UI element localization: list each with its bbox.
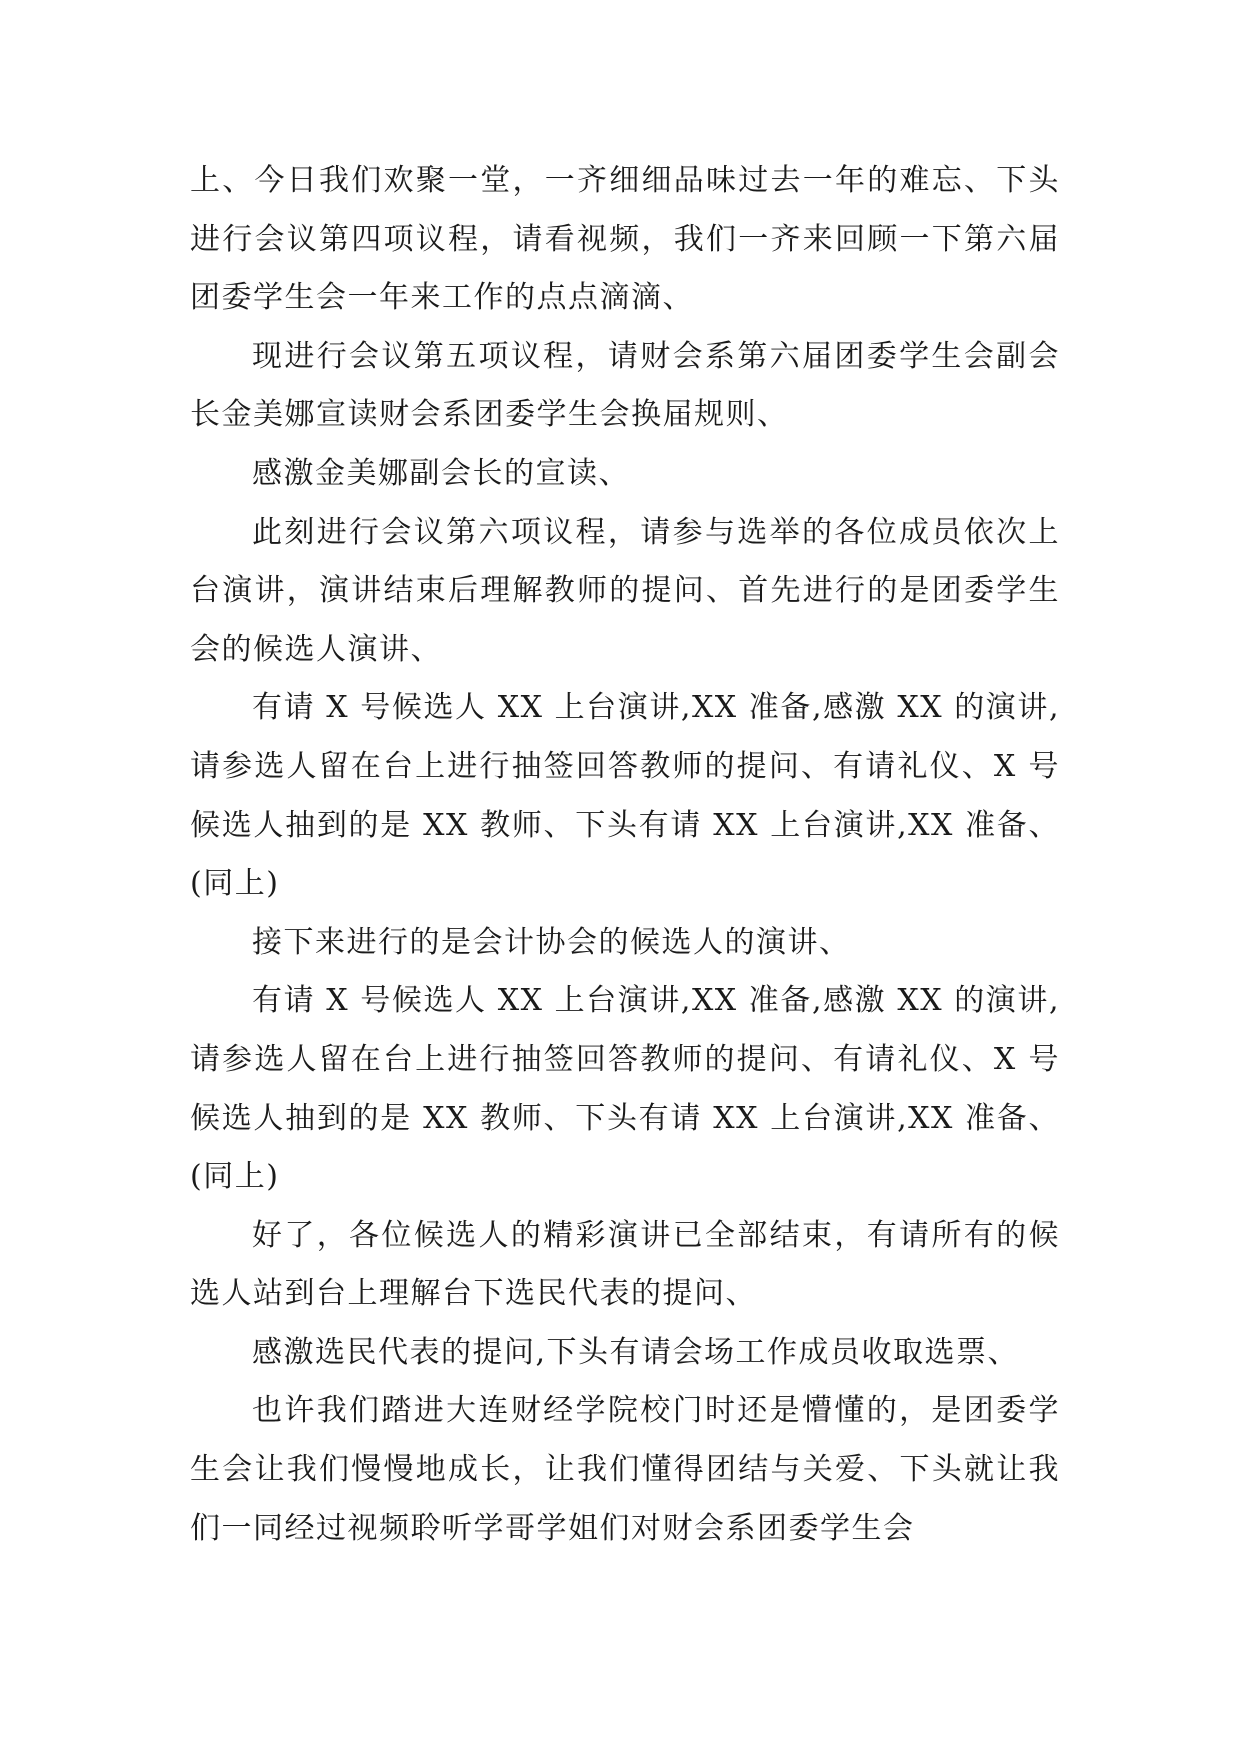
paragraph-4: 此刻进行会议第六项议程，请参与选举的各位成员依次上台演讲，演讲结束后理解教师的提问、首先进行的是团委学生会的候选人演讲、 xyxy=(190,514,1060,667)
paragraph-2: 现进行会议第五项议程，请财会系第六届团委学生会副会长金美娜宣读财会系团委学生会换届规则、 xyxy=(190,338,1060,433)
paragraph-6: 接下来进行的是会计协会的候选人的演讲、 xyxy=(252,924,851,960)
paragraph-3: 感激金美娜副会长的宣读、 xyxy=(252,455,630,491)
paragraph-10: 也许我们踏进大连财经学院校门时还是懵懂的，是团委学生会让我们慢慢地成长，让我们懂得团结与关爱、下头就让我们一同经过视频聆听学哥学姐们对财会系团委学生会 xyxy=(190,1393,1060,1546)
paragraph-5: 有请 X 号候选人 XX 上台演讲,XX 准备,感激 XX 的演讲,请参选人留在台上进行抽签回答教师的提问、有请礼仪、X 号候选人抽到的是 XX 教师、下头有请 XX 上台演讲,XX 准备、(同上) xyxy=(190,690,1060,902)
paragraph-9: 感激选民代表的提问,下头有请会场工作成员收取选票、 xyxy=(252,1334,1020,1370)
paragraph-1: 上、今日我们欢聚一堂，一齐细细品味过去一年的难忘、下头进行会议第四项议程，请看视频，我们一齐来回顾一下第六届团委学生会一年来工作的点点滴滴、 xyxy=(190,163,1060,316)
paragraph-8: 好了，各位候选人的精彩演讲已全部结束，有请所有的候选人站到台上理解台下选民代表的提问、 xyxy=(190,1217,1060,1312)
paragraph-7: 有请 X 号候选人 XX 上台演讲,XX 准备,感激 XX 的演讲,请参选人留在台上进行抽签回答教师的提问、有请礼仪、X 号候选人抽到的是 XX 教师、下头有请 XX 上台演讲,XX 准备、(同上) xyxy=(190,983,1060,1195)
document-body xyxy=(190,152,1060,1558)
